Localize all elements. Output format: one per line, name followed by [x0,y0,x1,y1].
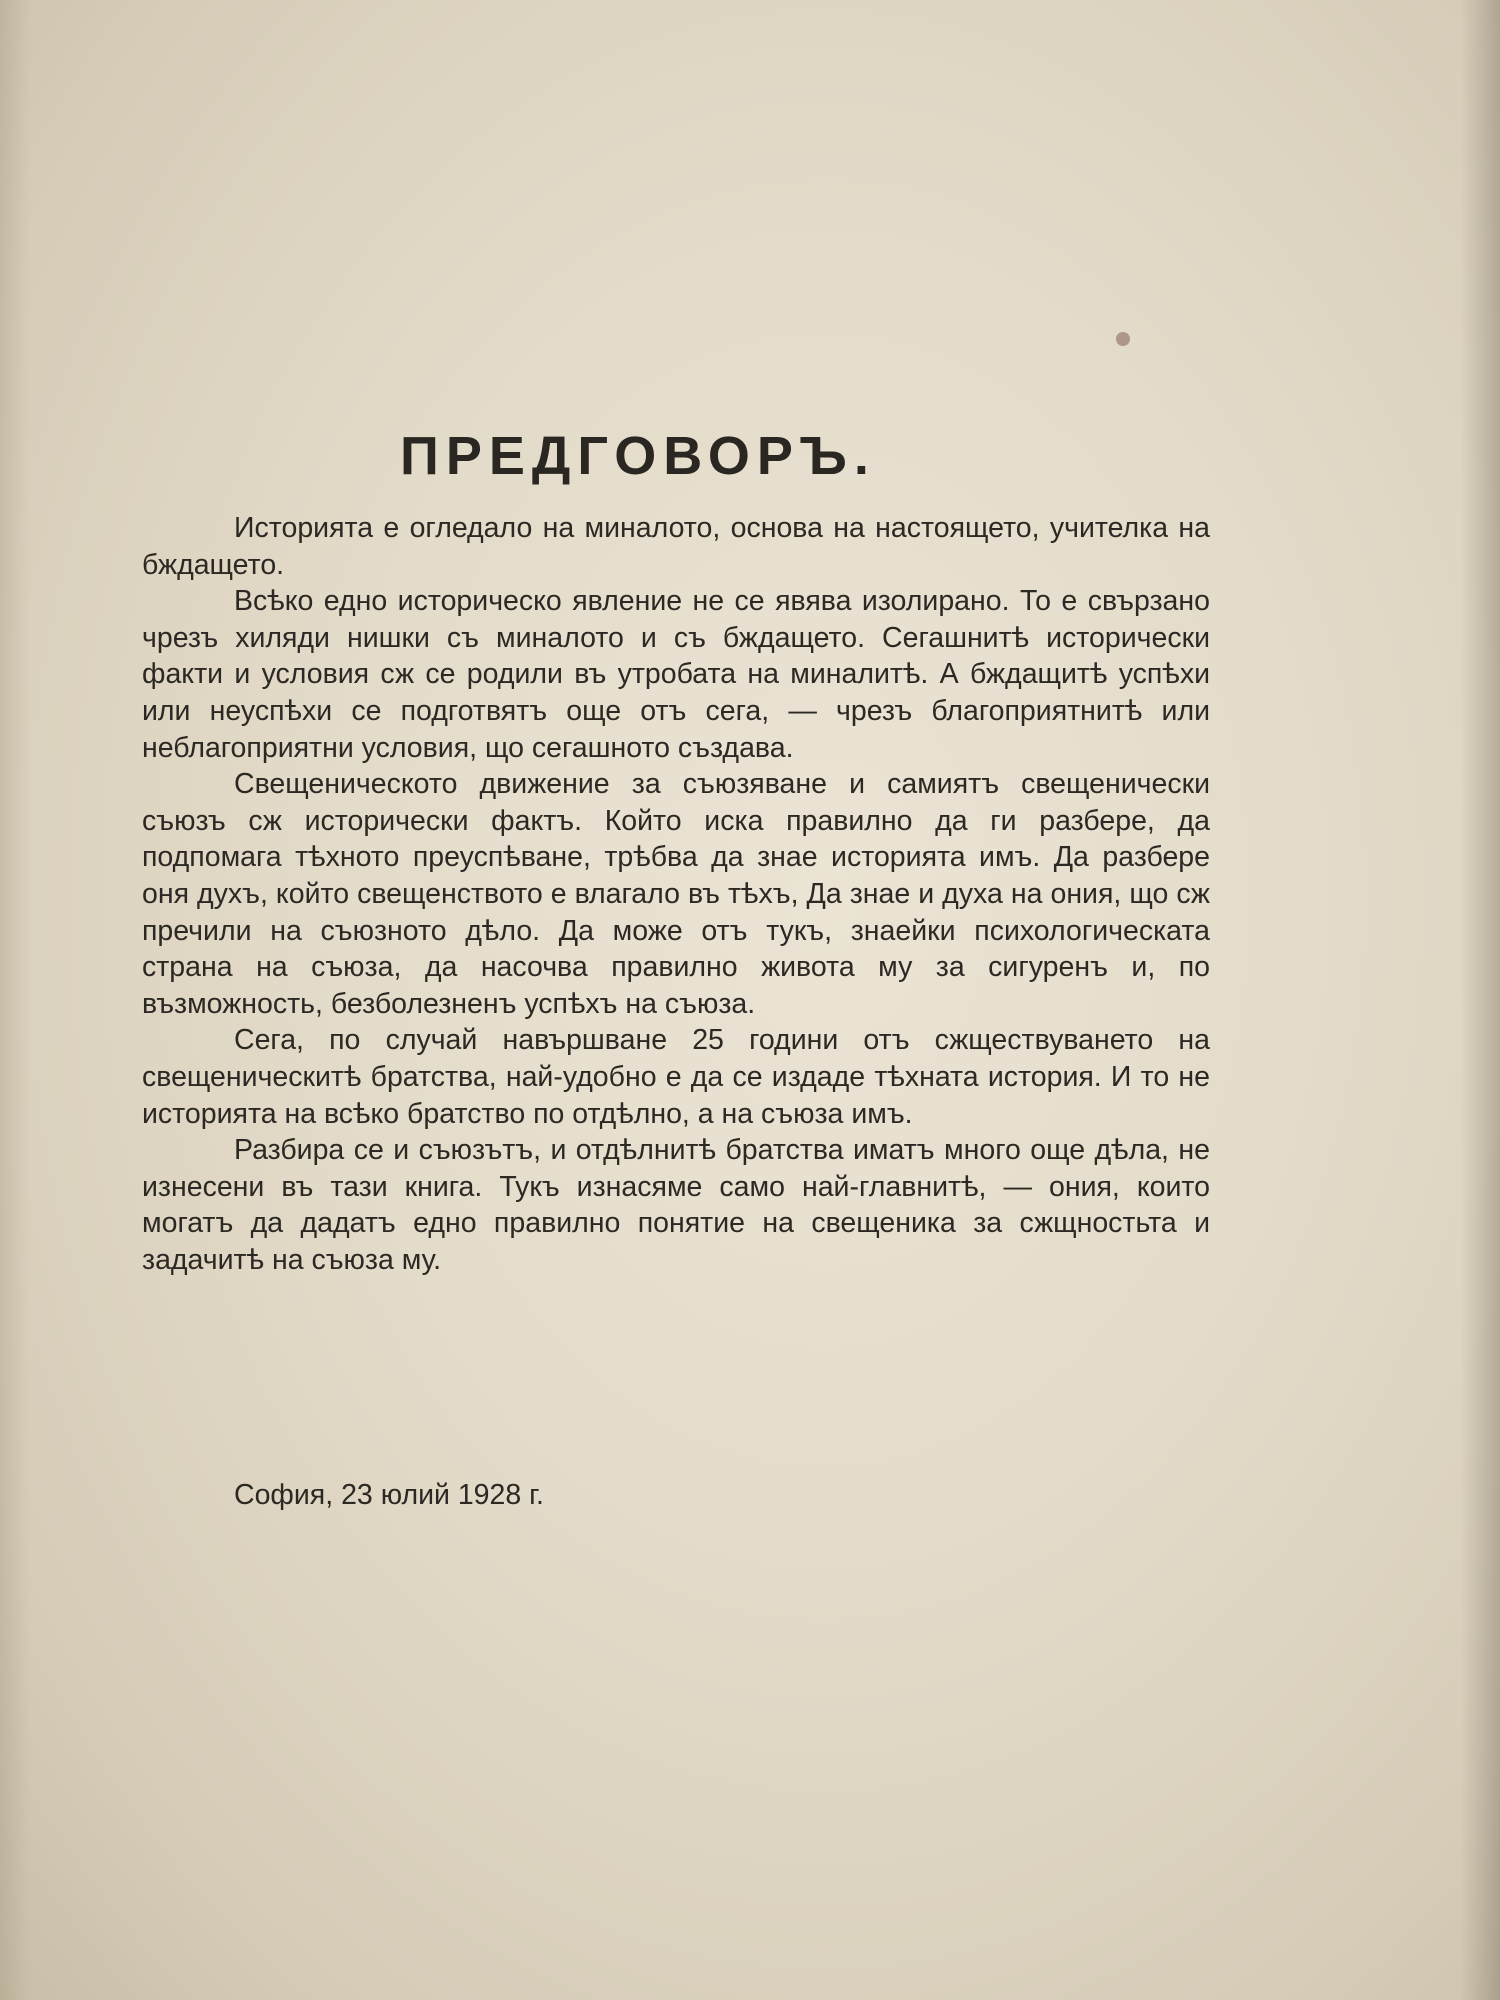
page-heading: ПРЕДГОВОРЪ. [400,426,876,486]
spine-shadow [1460,0,1500,2000]
paragraph-5: Разбира се и съюзътъ, и отдѣлнитѣ братства иматъ много още дѣла, не изнесени въ тази книга. Тукъ изнасяме само най-главнитѣ, — ония, които могатъ да дадатъ едно правилно понятие на свещеника за сжщностьта и задачитѣ на съюза му. [142,1134,1210,1276]
paper-speck [1116,332,1130,346]
place-date-signature: София, 23 юлий 1928 г. [234,1479,544,1511]
paragraph-2: Всѣко едно историческо явление не се явява изолирано. То е свързано чрезъ хиляди нишки съ миналото и съ бждащето. Сегашнитѣ исторически факти и условия сж се родили въ утробата на миналитѣ. А бждащитѣ успѣхи или неуспѣхи се подготвятъ още отъ сега, — чрезъ благоприятнитѣ или неблагоприятни условия, що сегашното създава. [142,585,1210,764]
paragraph-4: Сега, по случай навършване 25 години отъ сжществуването на свещеническитѣ братства, най-удобно е да се издаде тѣхната история. И то не историята на всѣко братство по отдѣлно, а на съюза имъ. [142,1024,1210,1130]
page-edge-shading [0,0,30,2000]
preface-text [142,510,1210,1278]
paragraph-3: Свещеническото движение за съюзяване и самиятъ свещенически съюзъ сж исторически фактъ. Който иска правилно да ги разбере, да подпомага тѣхното преуспѣване, трѣбва да знае историята имъ. Да разбере оня духъ, който свещенството е влагало въ тѣхъ, Да знае и духа на ония, що сж пречили на съюзното дѣло. Да може отъ тукъ, знаейки психологическата страна на съюза, да насочва правилно живота му за сигуренъ и, по възможность, безболезненъ успѣхъ на съюза. [142,768,1210,1020]
paragraph-1: Историята е огледало на миналото, основа на настоящето, учителка на бждащето. [142,512,1210,581]
